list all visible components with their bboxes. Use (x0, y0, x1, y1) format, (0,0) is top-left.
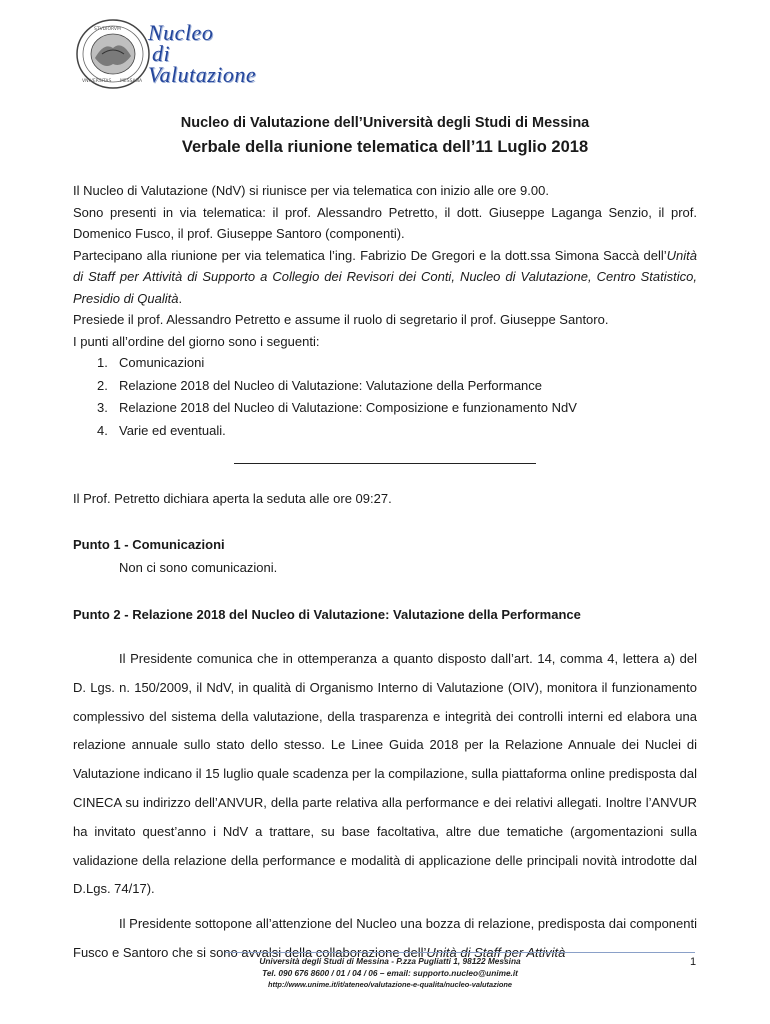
footer-address: Università degli Studi di Messina - P.zza Pugliatti 1, 98122 Messina (259, 956, 521, 966)
intro-paragraph-2: Sono presenti in via telematica: il prof. Alessandro Petretto, il dott. Giuseppe Laganga Senzio, il prof. Domenico Fusco, il prof. Giuseppe Santoro (componenti). (73, 204, 697, 241)
page-number: 1 (690, 956, 697, 968)
intro-paragraph-3 (73, 245, 697, 310)
punto-2-p2-text: Il Presidente sottopone all’attenzione del Nucleo una bozza di relazione, predisposta dai componenti Fusco e Santoro che si sono avvalsi della collaborazione dell’ (73, 916, 697, 960)
agenda-item-number: 2. (97, 377, 108, 393)
intro-paragraph-1: Il Nucleo di Valutazione (NdV) si riunisce per via telematica con inizio alle ore 9.00. (73, 183, 549, 198)
footer-contacts: Tel. 090 676 8600 / 01 / 04 / 06 – email: supporto.nucleo@unime.it (262, 968, 518, 978)
intro-paragraph-5: I punti all’ordine del giorno sono i seguenti: (73, 333, 320, 349)
svg-text:VNIVERSITAS: VNIVERSITAS (82, 79, 112, 84)
intro-p3-text-c: . (178, 290, 183, 306)
punto-2-p2-staff-unit: Unità di Staff per Attività (426, 944, 566, 960)
intro-p3-text-a: Partecipano alla riunione per via telematica l’ing. Fabrizio De Gregori e la dott.ssa Simona Saccà dell’ (73, 247, 667, 263)
document-header (0, 112, 770, 160)
agenda-item (73, 375, 697, 398)
agenda-item-text: Varie ed eventuali. (119, 422, 226, 438)
punto-2-section (73, 605, 697, 968)
opening-statement (73, 488, 697, 510)
logo-line-1: Nucleo (148, 20, 214, 45)
punto-1-text: Non ci sono comunicazioni. (119, 560, 278, 575)
opening-text: Il Prof. Petretto dichiara aperta la seduta alle ore 09:27. (73, 491, 392, 506)
agenda-item-number: 3. (97, 400, 108, 415)
document-title: Nucleo di Valutazione dell’Università degli Studi di Messina (180, 115, 590, 131)
document-subtitle: Verbale della riunione telematica dell’11 Luglio 2018 (181, 138, 589, 156)
agenda-list (73, 352, 697, 442)
agenda-item-number: 4. (97, 422, 108, 438)
svg-text:MESSANA: MESSANA (120, 79, 143, 84)
footer-divider (225, 952, 695, 953)
agenda-item-text: Comunicazioni (119, 355, 205, 370)
punto-1-title: Punto 1 - Comunicazioni (73, 537, 225, 552)
punto-2-paragraph-1: Il Presidente comunica che in ottemperanza a quanto disposto dall’art. 14, comma 4, lettera a) del D. Lgs. n. 150/2009, il NdV, in qualità di Organismo Interno di Valutazione (OIV), monitora il funzionamento complessivo del sistema della valutazione, della trasparenza e integrità dei controlli interni ed elabora una relazione annuale sullo stato dello stesso. Le Linee Guida 2018 per la Relazione Annuale dei Nuclei di Valutazione indicano il 15 luglio quale scadenza per la compilazione, sulla piattaforma online predisposta dal CINECA su indirizzo dell’ANVUR, della parte relativa alla performance e dei relativi allegati. Inoltre l’ANVUR ha invitato quest’anno i NdV a trattare, su base facoltativa, altre due tematiche (argomentazioni sulla validazione della relazione della performance e modalità di applicazione delle principali novità introdotte dal D.Lgs. 74/17). (73, 651, 697, 897)
page-footer (190, 955, 590, 991)
agenda-item-number: 1. (97, 355, 108, 370)
agenda-item (73, 397, 697, 420)
logo-wordmark (148, 22, 256, 85)
svg-text:STVDIORVM: STVDIORVM (94, 27, 121, 32)
agenda-item-text: Relazione 2018 del Nucleo di Valutazione: Valutazione della Performance (119, 377, 543, 393)
intro-section (73, 180, 697, 442)
section-divider (234, 463, 536, 464)
logo-line-2: di (152, 41, 171, 66)
agenda-item (73, 352, 697, 375)
agenda-item (73, 420, 697, 443)
footer-url: http://www.unime.it/it/ateneo/valutazione-e-qualita/nucleo-valutazione (267, 980, 513, 989)
intro-paragraph-4: Presiede il prof. Alessandro Petretto e assume il ruolo di segretario il prof. Giuseppe Santoro. (73, 312, 609, 327)
punto-2-title: Punto 2 - Relazione 2018 del Nucleo di Valutazione: Valutazione della Performance (73, 607, 581, 622)
agenda-item-text: Relazione 2018 del Nucleo di Valutazione: Composizione e funzionamento NdV (119, 400, 577, 415)
logo-line-3: Valutazione (148, 62, 257, 87)
punto-1-section (73, 535, 697, 578)
intro-p3-staff-unit: Unità di Staff per Attività di Supporto a Collegio dei Revisori dei Conti, Nucleo di Valutazione, Centro Statistico, Presidio di Qualità (73, 247, 697, 306)
